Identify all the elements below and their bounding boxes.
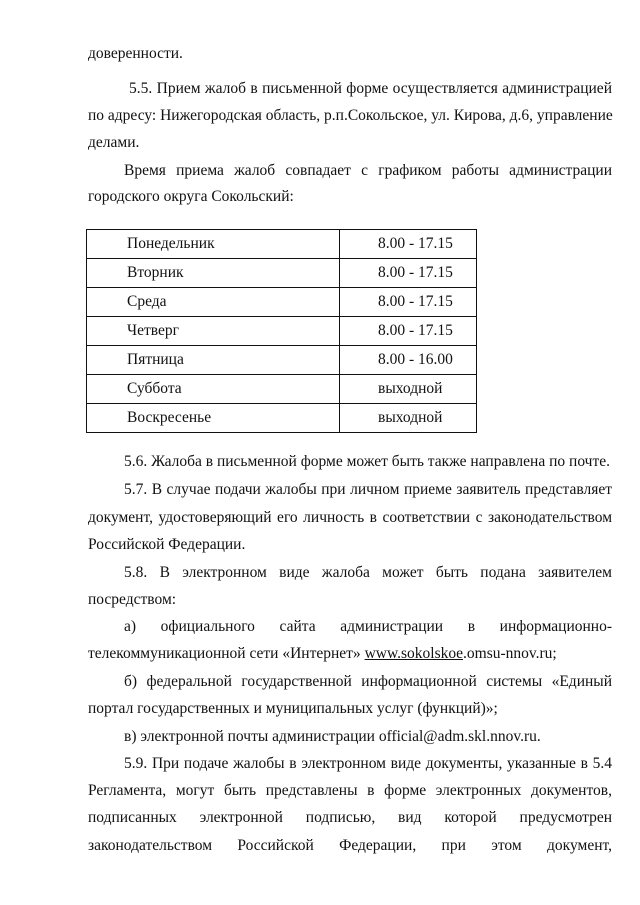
schedule-hours: выходной	[340, 404, 477, 433]
schedule-day: Воскресенье	[87, 404, 340, 433]
paragraph-a-text: телекоммуникационной сети «Интернет»	[88, 645, 365, 662]
schedule-table-body	[87, 230, 477, 433]
paragraph-5-7-line-3: Российской Федерации.	[88, 536, 246, 553]
schedule-row	[87, 317, 477, 346]
paragraph-5-6: 5.6. Жалоба в письменной форме может быть также направлена по почте.	[124, 453, 610, 470]
schedule-day: Вторник	[87, 259, 340, 288]
schedule-day: Четверг	[87, 317, 340, 346]
schedule-hours: 8.00 - 17.15	[340, 230, 477, 259]
schedule-row	[87, 404, 477, 433]
paragraph-5-9-line-2: Регламента, могут быть представлены в форме электронных документов,	[88, 782, 612, 799]
paragraph-a-line-1: а) официального сайта администрации в информационно-	[124, 618, 612, 635]
paragraph-schedule-intro-line-2: городского округа Сокольский:	[88, 188, 294, 205]
paragraph-b-line-1: б) федеральной государственной информационной системы «Единый	[124, 673, 612, 690]
paragraph-5-9-line-3: подписанных электронной подписью, вид которой предусмотрен	[88, 809, 612, 826]
schedule-day: Пятница	[87, 346, 340, 375]
paragraph-a-line-2	[88, 644, 612, 664]
paragraph-b-line-2: портал государственных и муниципальных услуг (функций)»;	[88, 700, 498, 717]
schedule-row	[87, 288, 477, 317]
paragraph-5-9-line-1: 5.9. При подаче жалобы в электронном виде документы, указанные в 5.4	[124, 755, 612, 772]
schedule-row	[87, 346, 477, 375]
paragraph-5-5-line-2: по адресу: Нижегородская область, р.п.Сокольское, ул. Кирова, д.6, управление	[88, 107, 613, 124]
schedule-hours: 8.00 - 16.00	[340, 346, 477, 375]
paragraph-schedule-intro-line-1: Время приема жалоб совпадает с графиком работы администрации	[124, 162, 612, 179]
schedule-hours: 8.00 - 17.15	[340, 317, 477, 346]
paragraph-5-5-line-3: делами.	[88, 134, 140, 151]
paragraph-5-5-line-1: 5.5. Прием жалоб в письменной форме осуществляется администрацией	[129, 80, 612, 97]
schedule-row	[87, 259, 477, 288]
schedule-hours: 8.00 - 17.15	[340, 288, 477, 317]
website-link[interactable]: www.sokolskoe	[364, 645, 464, 662]
schedule-hours: выходной	[340, 375, 477, 404]
paragraph-5-8-line-1: 5.8. В электронном виде жалоба может быть подана заявителем	[124, 564, 612, 581]
schedule-day: Среда	[87, 288, 340, 317]
paragraph-5-8-line-2: посредством:	[88, 591, 177, 608]
schedule-row	[87, 230, 477, 259]
schedule-row	[87, 375, 477, 404]
paragraph-a-text-tail: .omsu-nnov.ru;	[463, 645, 557, 662]
text-line-doverennosti: доверенности.	[88, 45, 183, 62]
paragraph-v: в) электронной почты администрации official@adm.skl.nnov.ru.	[124, 728, 541, 745]
paragraph-5-7-line-2: документ, удостоверяющий его личность в соответствии с законодательством	[88, 509, 612, 526]
schedule-day: Понедельник	[87, 230, 340, 259]
schedule-hours: 8.00 - 17.15	[340, 259, 477, 288]
paragraph-5-7-line-1: 5.7. В случае подачи жалобы при личном приеме заявитель представляет	[124, 481, 612, 498]
schedule-table	[86, 229, 477, 433]
paragraph-5-9-line-4: законодательством Российской Федерации, при этом документ,	[88, 837, 612, 854]
schedule-day: Суббота	[87, 375, 340, 404]
